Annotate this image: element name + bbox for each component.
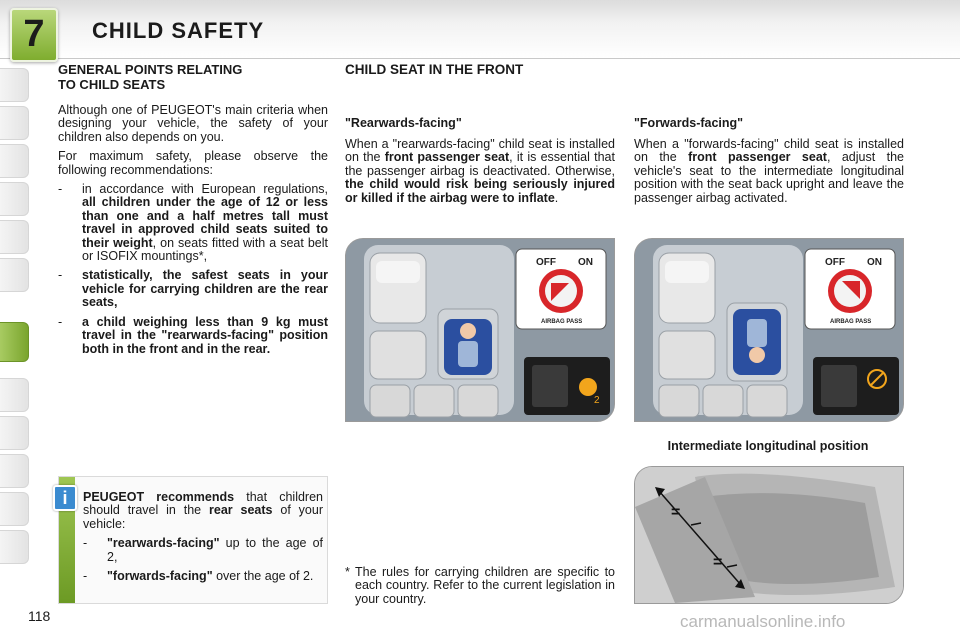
watermark: carmanualsonline.info xyxy=(680,612,846,631)
list-item xyxy=(83,537,323,564)
recommend-text-part: of your vehicle: xyxy=(83,503,323,531)
recommend-paragraph: For maximum safety, please observe the following recommendations: xyxy=(58,149,328,177)
peugeot-recommends-box xyxy=(58,476,328,604)
chapter-title: CHILD SAFETY xyxy=(92,18,265,43)
airbag-pass-label: AIRBAG PASS xyxy=(830,319,872,325)
item-bold-text: a child weighing less than 9 kg must travel in the "rearwards-facing" position both in the front and in the rear. xyxy=(82,314,328,356)
seat-rail-illustration xyxy=(634,466,904,604)
airbag-warning-icon xyxy=(579,378,597,396)
dash-bullet: - xyxy=(58,314,63,329)
side-tab[interactable] xyxy=(0,144,29,178)
item-bold-text: "forwards-facing" xyxy=(107,569,213,584)
side-tab[interactable] xyxy=(0,68,29,102)
list-item xyxy=(58,183,328,263)
forwards-facing-section xyxy=(634,116,904,205)
car-interior-forward-facing xyxy=(635,239,903,421)
side-tab[interactable] xyxy=(0,530,29,564)
text-part: , adjust the vehicle's seat to the intermediate longitudinal position with the seat back upright and leave the passenger airbag activated. xyxy=(634,150,904,205)
intermediate-position-caption: Intermediate longitudinal position xyxy=(667,439,869,453)
age-list xyxy=(83,537,323,583)
car-interior-rear-facing xyxy=(346,239,614,421)
item-text: over the age of 2. xyxy=(212,569,314,584)
dash-bullet: - xyxy=(58,182,63,197)
intro-paragraph: Although one of PEUGEOT's main criteria when designing your vehicle, the safety of your children also depends on you. xyxy=(58,103,328,144)
item-bold-text: all children under the age of 12 or less than one and a half metres tall must travel in approved child seats suited to their weight xyxy=(82,195,328,250)
list-item xyxy=(58,269,328,309)
warning-number: 2 xyxy=(594,395,600,406)
side-tab[interactable] xyxy=(0,454,29,488)
item-text: , on seats fitted with a seat belt or ISOFIX mountings*, xyxy=(82,235,328,264)
off-label: OFF xyxy=(825,257,845,268)
recommend-paragraph xyxy=(83,491,323,531)
rearwards-facing-text xyxy=(345,138,615,205)
bold-part: the child would risk being seriously injured or killed if the airbag were to inflate xyxy=(345,177,615,205)
general-points-body xyxy=(58,104,328,362)
item-bold-text: "rearwards-facing" xyxy=(107,536,220,551)
heading-line-1: GENERAL POINTS RELATING xyxy=(58,62,243,77)
item-text: in accordance with European regulations, xyxy=(82,182,328,197)
side-tab-active[interactable] xyxy=(0,322,29,362)
airbag-pass-label: AIRBAG PASS xyxy=(541,319,583,325)
child-seat-front-heading: CHILD SEAT IN THE FRONT xyxy=(345,62,524,77)
text-part: . xyxy=(554,190,559,205)
off-label: OFF xyxy=(536,257,556,268)
dash-bullet: - xyxy=(58,268,63,283)
rearwards-facing-title: "Rearwards-facing" xyxy=(345,116,462,130)
side-tab[interactable] xyxy=(0,182,29,216)
forwards-facing-illustration xyxy=(634,238,904,422)
list-item xyxy=(58,316,328,356)
text-part: When a "forwards-facing" child seat is installed on the xyxy=(634,137,904,165)
side-tab[interactable] xyxy=(0,378,29,412)
chapter-side-tabs xyxy=(0,60,32,580)
chapter-number-badge: 7 xyxy=(10,8,58,62)
svg-text:=: = xyxy=(713,554,723,571)
text-part: , it is essential that the passenger airbag is deactivated. Otherwise, xyxy=(345,150,615,178)
on-label: ON xyxy=(578,257,593,268)
svg-text:=: = xyxy=(671,504,681,521)
recommendation-list xyxy=(58,183,328,356)
page-number: 118 xyxy=(28,608,51,624)
rearwards-facing-illustration xyxy=(345,238,615,422)
seat-position-diagram xyxy=(635,467,903,603)
list-item xyxy=(83,570,323,583)
recommend-text xyxy=(83,491,323,589)
rear-seats-bold: rear seats xyxy=(209,503,273,518)
bold-part: front passenger seat xyxy=(384,150,510,165)
side-tab[interactable] xyxy=(0,492,29,526)
forwards-facing-text xyxy=(634,138,904,205)
footnote-star: * xyxy=(345,565,350,579)
footnote-text: The rules for carrying children are specific to each country. Refer to the current legislation in your country. xyxy=(355,565,615,606)
footnote xyxy=(345,566,615,606)
info-icon: i xyxy=(53,485,77,511)
rearwards-facing-section xyxy=(345,116,615,205)
on-label: ON xyxy=(867,257,882,268)
bold-part: front passenger seat xyxy=(688,150,827,165)
side-tab[interactable] xyxy=(0,258,29,292)
side-tab[interactable] xyxy=(0,416,29,450)
heading-line-2: TO CHILD SEATS xyxy=(58,77,166,92)
recommend-title: PEUGEOT recommends xyxy=(83,490,235,504)
general-points-heading xyxy=(58,62,328,92)
recommend-text-part: that children should travel in the xyxy=(83,490,323,518)
side-tab[interactable] xyxy=(0,220,29,254)
side-tab[interactable] xyxy=(0,106,29,140)
item-bold-text: statistically, the safest seats in your vehicle for carrying children are the rear seats, xyxy=(82,268,328,310)
item-text: up to the age of 2, xyxy=(107,536,323,564)
text-part: When a "rearwards-facing" child seat is installed on the xyxy=(345,137,615,165)
forwards-facing-title: "Forwards-facing" xyxy=(634,116,744,130)
dash-bullet: - xyxy=(83,569,88,584)
dash-bullet: - xyxy=(83,536,88,551)
